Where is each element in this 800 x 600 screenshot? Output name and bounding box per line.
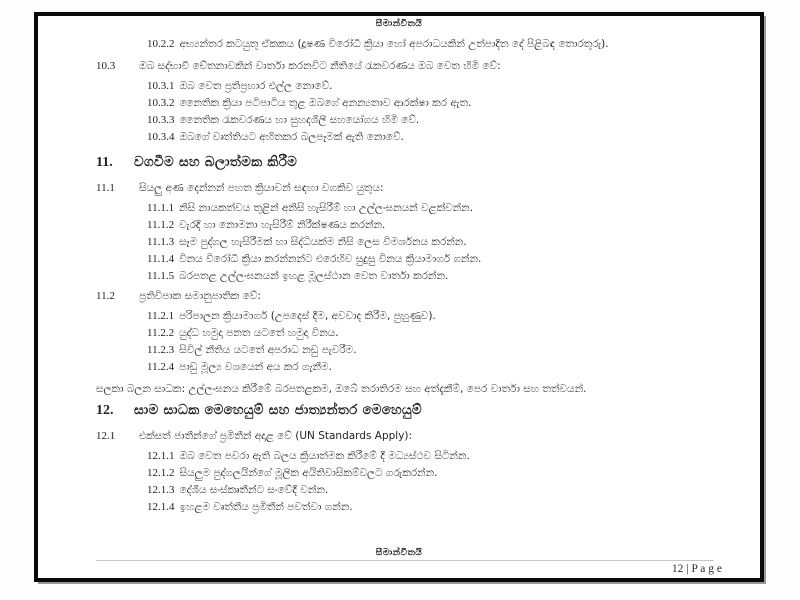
list-item [147, 309, 724, 324]
item-text: අභ්‍යන්තර කටයුතු ඒකකය (දූෂණ විරෝධී ක්‍රියා හෝ අපරාධයකින් උත්පාදිත දේ පිළිබඳ තොරතුරු). [179, 38, 609, 50]
list-item [147, 34, 724, 54]
item-number: 11.2.2 [147, 327, 175, 339]
item-number: 11.1.3 [147, 236, 175, 248]
item-number: 10.3.4 [147, 131, 175, 143]
list-item [147, 466, 724, 481]
item-number: 12.1 [96, 430, 116, 442]
body-paragraph: සලකා බලන සාධක: උල්ලංඝනය කිරීමේ බරපතළකම, ඔබේ තරාතිරම සහ අත්දැකීම්, පෙර වාර්තා සහ තත්වයන්. [96, 383, 587, 395]
item-text: යුද්ධ හමුදා පනත යටතේ හමුදා විනය. [179, 327, 339, 339]
section-title: වගවීම සහ බලාත්මක කිරීම [134, 154, 298, 170]
list-item [147, 79, 724, 94]
item-text: විනය විරෝධී ක්‍රියා කරන්නන්ට එරෙහිව සුදුසු විනය ක්‍රියාමාර්ග ගන්න. [179, 253, 482, 265]
item-text: දේශීය සංස්කෘතීන්ට සංවේදී වන්න. [179, 484, 329, 496]
item-text: සෑම පුද්ගල හැසිරීමක් හා සිද්ධියක්ම නිසි ලෙස විමර්ශනය කරන්න. [179, 236, 467, 248]
item-text: සිවිල් නීතිය යටතේ අපරාධ නඩු පැවරීම. [179, 344, 357, 356]
item-number: 11.1.1 [147, 202, 175, 214]
item-text: පාඩු මූල්‍ය වශයෙන් අය කර ගැනීම. [179, 361, 332, 373]
item-number: 11.1.4 [147, 253, 175, 265]
item-text: ඉහළම වෘත්තීය ප්‍රමිතීන් පවත්වා ගන්න. [179, 501, 353, 513]
list-item [147, 326, 724, 341]
item-text: වැරදි හා නොමනා හැසිරීම් නිරීක්ෂණය කරන්න. [179, 219, 386, 231]
item-text: නෛතික රැකවරණය හා සුහදශීලී සහයෝගය හිමි වේ. [179, 114, 420, 126]
item-number: 10.2.2 [147, 38, 175, 50]
section-title: සාම සාධක මෙහෙයුම් සහ ජාත්‍යන්තර මෙහෙයුම් [134, 402, 422, 418]
list-item [147, 201, 724, 216]
list-item [147, 483, 724, 498]
item-text: එක්සත් ජාතීන්ගේ ප්‍රමිතීන් අදාළ වේ (UN Standards Apply): [139, 430, 413, 442]
page-number: 12 | P a g e [671, 563, 722, 575]
section-number: 11. [96, 155, 113, 170]
section-heading [96, 154, 724, 171]
item-text: පරිපාලන ක්‍රියාමාර්ග (උපදෙස් දීම, අවවාද කිරීම, පුහුණුව). [179, 310, 436, 322]
section-heading [96, 402, 724, 419]
item-number: 10.3 [96, 60, 116, 72]
item-text: නිසි නායකත්වය තුළින් අනිසි හැසිරීම් හා උල්ලංඝනයන් වළක්වන්න. [179, 202, 474, 214]
list-item [147, 113, 724, 128]
list-item [96, 181, 724, 196]
list-item [96, 59, 724, 74]
item-text: ඔබ වෙත ප්‍රතිප්‍රහාර එල්ල නොවේ. [179, 80, 333, 92]
list-item [147, 343, 724, 358]
item-text: සියලුම පුද්ගලයින්ගේ මූලික අයිතිවාසිකම්වලට ගරුකරන්න. [179, 467, 438, 479]
item-text: ඔබගේ වෘත්තියට අහිතකර බලපෑමක් ඇති නොවේ. [179, 131, 404, 143]
item-text: නෛතික ක්‍රියා පටිපාටිය තුළ ඔබගේ අනන්‍යතාව ආරක්ෂා කර ඇත. [179, 97, 472, 109]
list-item [147, 269, 724, 284]
list-item [96, 429, 724, 444]
item-number: 11.2.4 [147, 361, 175, 373]
list-item [147, 252, 724, 267]
document-page [34, 12, 764, 582]
item-number: 11.1.5 [147, 270, 175, 282]
footer-divider [96, 560, 714, 561]
section-number: 12. [96, 403, 114, 418]
footer-classification-text: සීමාන්විතයි [375, 548, 423, 558]
list-item [147, 449, 724, 464]
page-footer [38, 548, 760, 575]
list-item [147, 130, 724, 145]
list-item [147, 500, 724, 515]
item-text: ප්‍රතිවිපාක සමානුපාතික වේ: [139, 290, 261, 302]
item-number: 11.1.2 [147, 219, 175, 231]
item-number: 12.1.1 [147, 450, 175, 462]
item-number: 10.3.2 [147, 97, 175, 109]
item-number: 12.1.4 [147, 501, 175, 513]
item-number: 11.1 [96, 182, 115, 194]
list-item [147, 235, 724, 250]
item-number: 12.1.2 [147, 467, 175, 479]
item-number: 11.2.1 [147, 310, 175, 322]
page-header-text: සීමාන්විතයි [375, 19, 423, 29]
item-number: 11.2.3 [147, 344, 175, 356]
item-number: 12.1.3 [147, 484, 175, 496]
item-text: ඔබ සද්භාවී චේතනාවකින් වාර්තා කරනවිට නීතියේ රැකවරණය ඔබ වෙත හිමි වේ: [139, 60, 501, 72]
list-item [147, 96, 724, 111]
document-body [38, 29, 760, 515]
list-item [96, 289, 724, 304]
list-item [147, 360, 724, 375]
item-text: බරපතළ උල්ලංඝනයන් ඉහළ මූලස්ථාන වෙත වාර්තා කරන්න. [179, 270, 449, 282]
item-number: 10.3.3 [147, 114, 175, 126]
item-text: ඔබ වෙත පවරා ඇති බලය ක්‍රියාත්මක කිරීමේ දී මධ්‍යස්ථව සිටින්න. [179, 450, 470, 462]
list-item [147, 218, 724, 233]
item-number: 10.3.1 [147, 80, 175, 92]
item-text: සියලු අණ දෙන්නන් පහත ක්‍රියාවන් සඳහා වගකිව යුතුය: [139, 182, 384, 194]
item-number: 11.2 [96, 290, 115, 302]
